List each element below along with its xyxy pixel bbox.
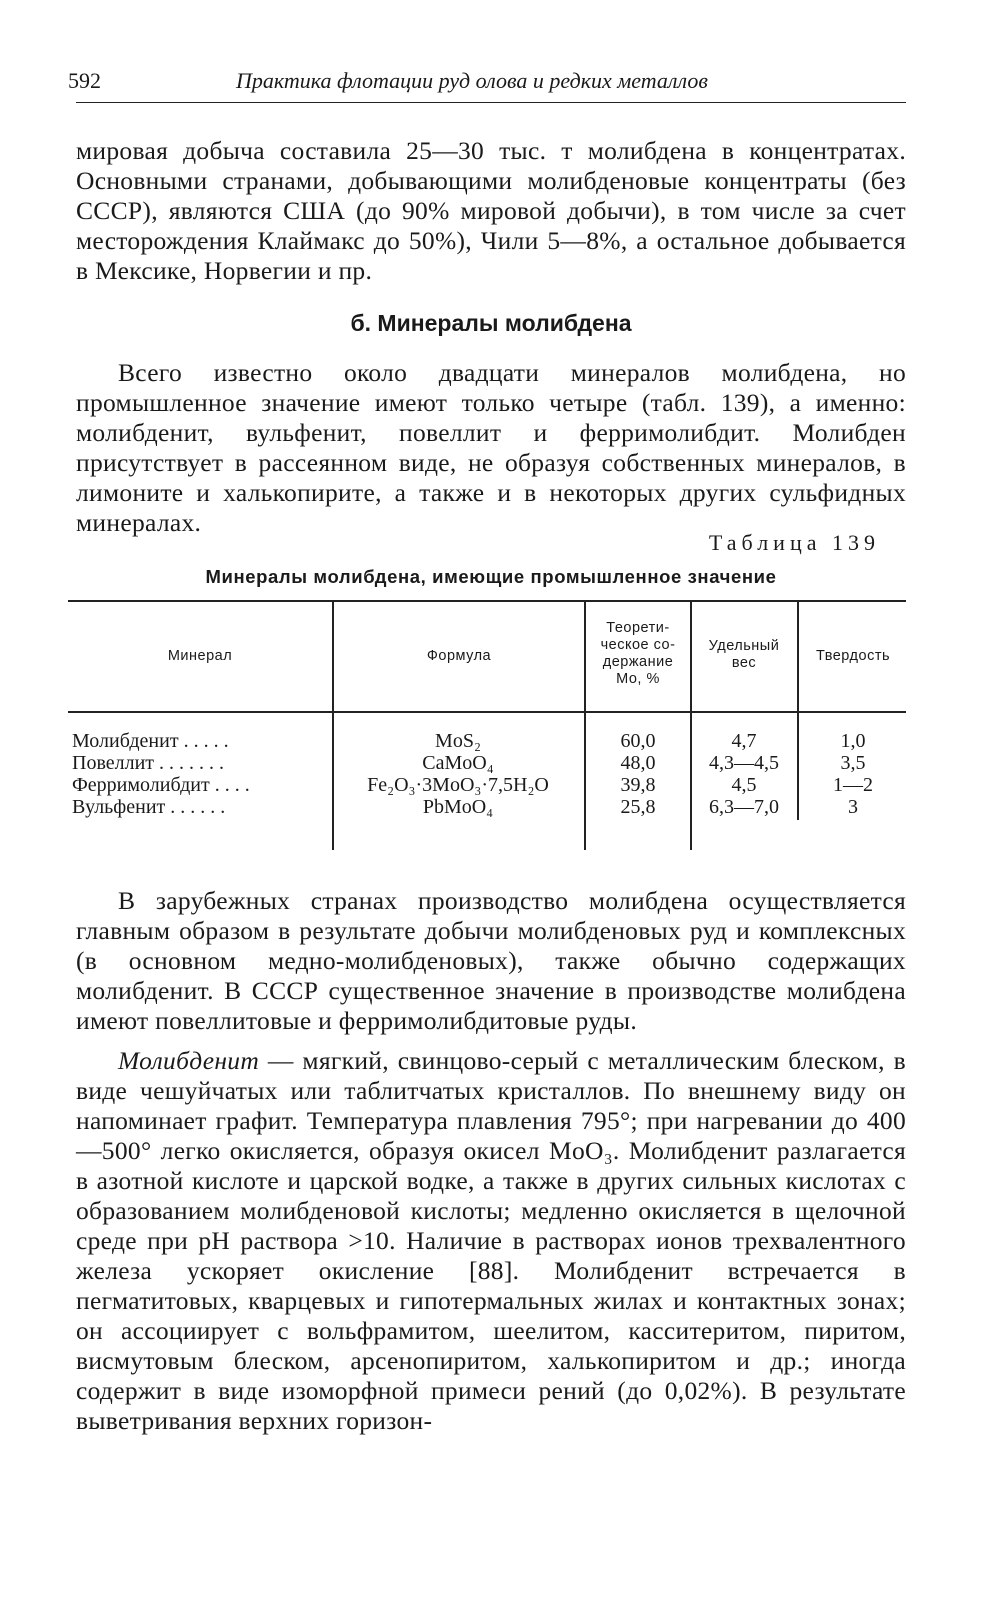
table-header-rule [68, 711, 906, 713]
molybdenite-text: — мягкий, свинцово-серый с металлическим блеском, в виде чешуйчатых или таблитчатых кристаллов. По внешнему виду он напоминает графит. Температура плавления 795°; при нагревании до 400—500° легко окисляется, образуя окисел MoO₃. Молибденит разлагается в азотной кислоте и царской водке, а также в других сильных кислотах с образованием молибденовой кислоты; медленно окисляется в щелочной среде при pH раствора >10. Наличие в растворах ионов трехвалентного железа ускоряет окисление [88]. Молибденит встречается в пегматитовых, кварцевых и гипотермальных жилах и контактных зонах; он ассоциирует с вольфрамитом, шеелитом, касситеритом, пиритом, висмутовым блеском, арсенопиритом, халькопиритом и др.; иногда содержит в виде изоморфной примеси рений (до 0,02%). В результате выветривания верхних горизон- [76, 1046, 906, 1435]
table-cell-mineral: Молибденит . . . . . [72, 730, 229, 752]
molybdenite-paragraph [76, 1046, 906, 1436]
table-title: Минералы молибдена, имеющие промышленное значение [205, 566, 777, 587]
table-cell-hardness: 3 [848, 796, 858, 818]
table-cell-mo: 25,8 [620, 796, 656, 818]
paragraph-after-table: В зарубежных странах производство молибдена осуществляется главным образом в результате добычи молибденовых руд и комплексных (в основном медно-молибденовых), также обычно содержащих молибденит. В СССР существенное значение в производстве молибдена имеют повеллитовые и ферримолибдитовые руды. [76, 886, 906, 1035]
table-cell-mo: 60,0 [620, 730, 656, 752]
table-cell-hardness: 1—2 [833, 774, 873, 796]
intro-paragraph: мировая добыча составила 25—30 тыс. т молибдена в концентратах. Основными странами, добывающими молибденовые концентраты (без СССР), являются США (до 90% мировой добычи), в том числе за счет месторождения Клаймакс до 50%), Чили 5—8%, а остальное добывается в Мексике, Норвегии и пр. [76, 136, 906, 285]
term-molybdenite: Молибденит [118, 1046, 260, 1075]
table-cell-density: 4,3—4,5 [709, 752, 779, 774]
table-cell-density: 6,3—7,0 [709, 796, 779, 818]
header-mo-content: Теорети-ческое со-держание Мо, % [600, 620, 676, 687]
page-number: 592 [68, 68, 101, 93]
header-hardness: Твердость [815, 648, 891, 664]
section-title: б. Минералы молибдена [350, 310, 632, 336]
minerals-table [68, 600, 906, 850]
header-density: Удельный вес [708, 638, 780, 671]
table-cell-hardness: 1,0 [840, 730, 866, 752]
table-cell-hardness: 3,5 [840, 752, 866, 774]
table-number: Таблица 139 [708, 530, 880, 555]
running-title: Практика флотации руд олова и редких металлов [236, 68, 708, 93]
table-cell-mineral: Повеллит . . . . . . . [72, 752, 225, 774]
table-cell-formula: PbMoO₄ [422, 796, 494, 818]
table-cell-mineral: Вульфенит . . . . . . [72, 796, 226, 818]
table-top-rule [68, 600, 906, 602]
header-mineral: Минерал [167, 648, 233, 664]
running-header [68, 66, 906, 103]
table-cell-density: 4,5 [731, 774, 757, 796]
table-cell-mo: 48,0 [620, 752, 656, 774]
col-divider [797, 600, 799, 820]
section-paragraph: Всего известно около двадцати минералов молибдена, но промышленное значение имеют только четыре (табл. 139), а именно: молибденит, вульфенит, повеллит и ферримолибдит. Молибден присутствует в рассеянном виде, не образуя собственных минералов, в лимоните и халькопирите, а также и в некоторых других сульфидных минералах. [76, 358, 906, 537]
header-formula: Формула [426, 648, 492, 664]
table-cell-mo: 39,8 [620, 774, 656, 796]
table-cell-mineral: Ферримолибдит . . . . [72, 774, 250, 796]
table-cell-formula: Fe₂O₃·3MoO₃·7,5H₂O [367, 774, 549, 796]
table-cell-density: 4,7 [731, 730, 757, 752]
table-cell-formula: MoS₂ [435, 730, 481, 752]
table-cell-formula: CaMoO₄ [422, 752, 494, 774]
